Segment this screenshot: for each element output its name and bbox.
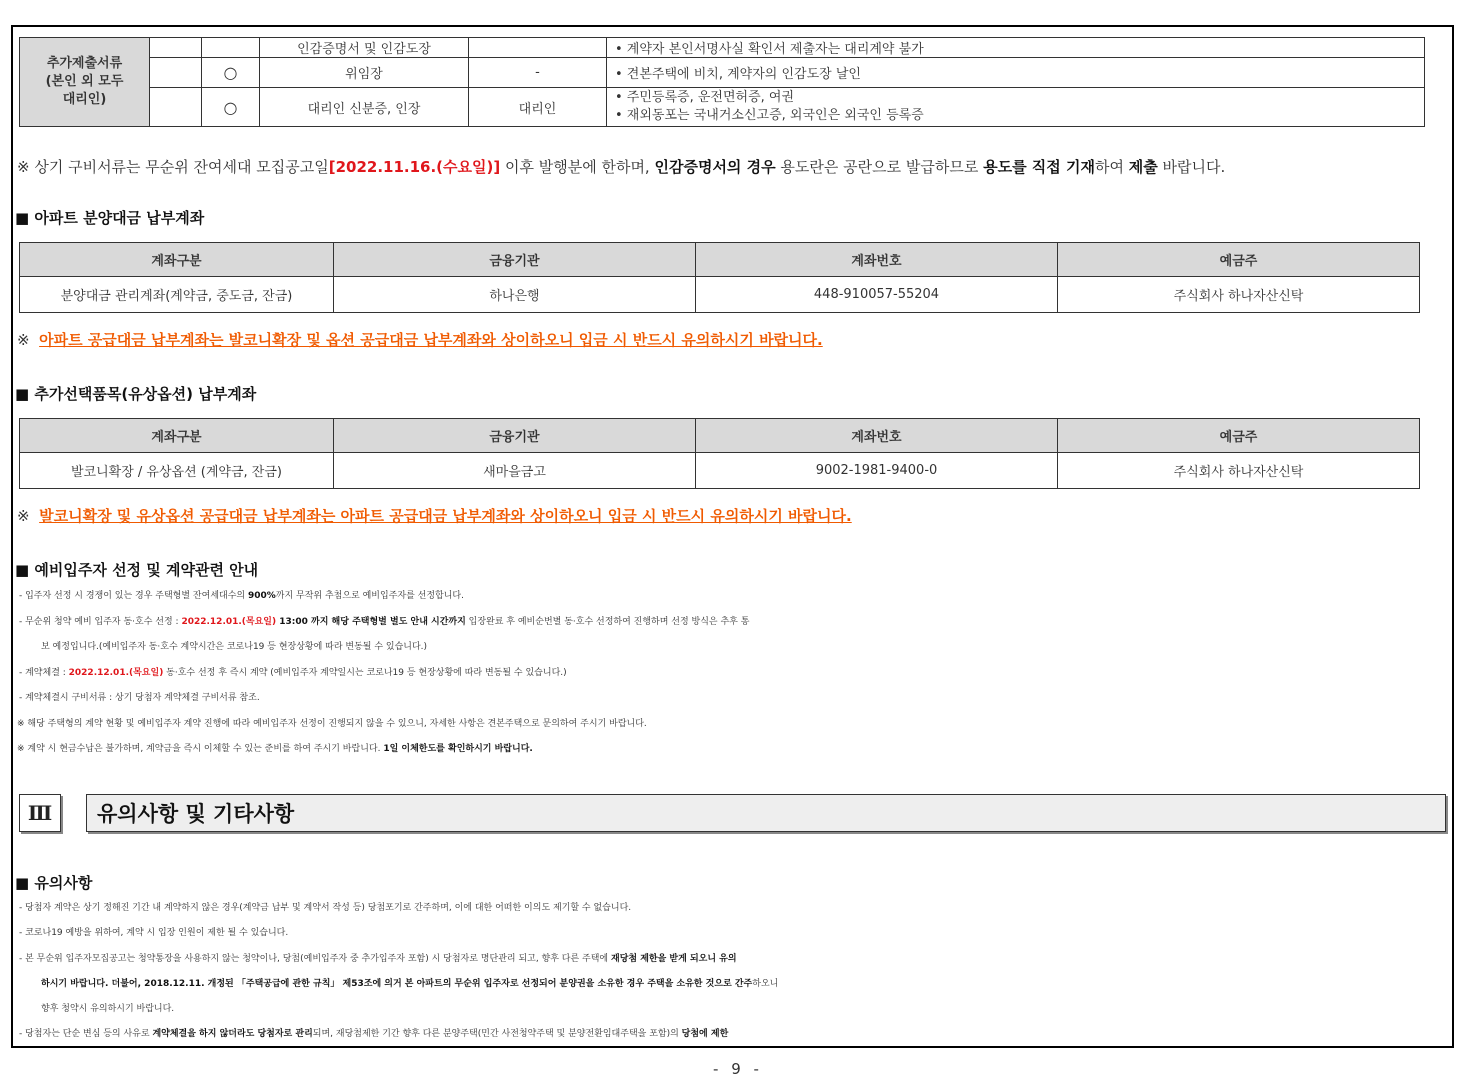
additional-docs-table bbox=[19, 37, 1425, 127]
notice-bold: 인감증명서의 경우 bbox=[654, 158, 776, 176]
docs-issuer: - bbox=[469, 58, 607, 88]
reserve-list bbox=[19, 584, 1454, 763]
list-item bbox=[17, 737, 1454, 763]
docs-mark: ○ bbox=[202, 88, 260, 127]
text: - 당첨자 계약은 상기 정해진 기간 내 계약하지 않은 경우(계약금 납부 및 계약서 작성 등) 당첨포기로 간주하며, 이에 대한 어떠한 이의도 제기할 수 없습니다. bbox=[19, 903, 632, 913]
list-item bbox=[19, 686, 1454, 712]
text: - 무순위 청약 예비 입주자 동·호수 선정 : bbox=[19, 616, 182, 627]
docs-note-line: • 재외동포는 국내거소신고증, 외국인은 외국인 등록증 bbox=[615, 108, 924, 123]
warning-mark: ※ bbox=[17, 507, 30, 525]
date-highlight: 2022.12.01.(목요일) bbox=[68, 667, 164, 678]
list-item bbox=[19, 610, 1454, 636]
notice-date: [2022.11.16.(수요일)] bbox=[328, 158, 501, 176]
docs-issuer bbox=[469, 38, 607, 58]
text: - 당첨자는 단순 변심 등의 사유로 bbox=[19, 1029, 153, 1040]
list-item bbox=[19, 1022, 1452, 1047]
text: ※ 계약 시 현금수납은 불가하며, 계약금을 즉시 이체할 수 있는 준비를 하여 주시기 바랍니다. bbox=[17, 744, 384, 754]
chapter-numeral: Ⅲ bbox=[27, 801, 53, 825]
list-item bbox=[19, 947, 1452, 972]
column-header: 예금주 bbox=[1058, 243, 1420, 277]
list-item bbox=[19, 661, 1454, 687]
bold-text: 900% bbox=[247, 591, 276, 601]
text: 보 예정입니다.(예비입주자 동·호수 계약시간은 코로나19 등 현장상황에 따라 변동될 수 있습니다.) bbox=[41, 642, 428, 652]
docs-note: • 견본주택에 비치, 계약자의 인감도장 날인 bbox=[607, 58, 1425, 88]
page-frame bbox=[11, 25, 1454, 1048]
table-cell: 주식회사 하나자산신탁 bbox=[1058, 277, 1420, 313]
warning-text: 아파트 공급대금 납부계좌는 발코니확장 및 옵션 공급대금 납부계좌와 상이하오니 입금 시 반드시 유의하시기 바랍니다. bbox=[39, 331, 823, 349]
warning-mark: ※ bbox=[17, 331, 30, 349]
cautions-title: ■ 유의사항 bbox=[15, 874, 93, 892]
notice-text: 용도란은 공란으로 발급하므로 bbox=[775, 158, 984, 176]
bold-text: 13:00 까지 해당 주택형별 별도 안내 시간까지 bbox=[276, 616, 466, 627]
page-number: - 9 - bbox=[713, 1060, 763, 1078]
column-header: 금융기관 bbox=[334, 243, 696, 277]
docs-note: • 계약자 본인서명사실 확인서 제출자는 대리계약 불가 bbox=[607, 38, 1425, 58]
text: - 계약체결시 구비서류 : 상기 당첨자 계약체결 구비서류 참조. bbox=[19, 693, 260, 703]
docs-name: 대리인 신분증, 인장 bbox=[260, 88, 469, 127]
text: 까지 무작위 추첨으로 예비입주자를 선정합니다. bbox=[275, 591, 464, 601]
docs-notice bbox=[17, 156, 1225, 177]
table-cell: 9002-1981-9400-0 bbox=[696, 453, 1058, 489]
chapter-title: 유의사항 및 기타사항 bbox=[97, 802, 295, 826]
text: - 코로나19 예방을 위하여, 계약 시 입장 인원이 제한 될 수 있습니다. bbox=[19, 928, 289, 939]
notice-text: 바랍니다. bbox=[1157, 158, 1226, 176]
notice-bold: 용도를 직접 기재 bbox=[983, 158, 1095, 176]
notice-text: ※ 상기 구비서류는 무순위 잔여세대 모집공고일 bbox=[17, 158, 329, 176]
column-header: 계좌번호 bbox=[696, 419, 1058, 453]
column-header: 계좌구분 bbox=[20, 243, 334, 277]
option-account-title: ■ 추가선택품목(유상옵션) 납부계좌 bbox=[15, 385, 257, 403]
docs-mark bbox=[202, 38, 260, 58]
column-header: 계좌구분 bbox=[20, 419, 334, 453]
list-item bbox=[19, 972, 1452, 997]
list-item bbox=[19, 896, 1452, 921]
apt-account-title: ■ 아파트 분양대금 납부계좌 bbox=[15, 209, 205, 227]
text: 하오니 bbox=[752, 978, 779, 989]
option-account-table bbox=[19, 418, 1420, 489]
text: ※ 해당 주택형의 계약 현황 및 예비입주자 계약 진행에 따라 예비입주자 선정이 진행되지 않을 수 있으니, 자세한 사항은 견본주택으로 문의하여 주시기 바랍니다. bbox=[17, 718, 647, 729]
table-cell bbox=[150, 88, 202, 127]
text: 향후 청약시 유의하시기 바랍니다. bbox=[41, 1004, 175, 1015]
reserve-title: ■ 예비입주자 선정 및 계약관련 안내 bbox=[15, 561, 259, 579]
chapter-title-box bbox=[86, 794, 1446, 832]
column-header: 예금주 bbox=[1058, 419, 1420, 453]
docs-mark: ○ bbox=[202, 58, 260, 88]
notice-text: 이후 발행분에 한하며, bbox=[500, 158, 655, 176]
chapter-numeral-box bbox=[19, 794, 61, 832]
table-cell bbox=[150, 38, 202, 58]
bold-text: 하시기 바랍니다. 더불어, 2018.12.11. 개정된 「주택공급에 관한 규칙」 제53조에 의거 본 아파트의 무순위 입주자로 선정되어 분양권을 소유한 경우 주택을 소유한 것으로 간주 bbox=[41, 978, 753, 989]
warning-text: 발코니확장 및 유상옵션 공급대금 납부계좌는 아파트 공급대금 납부계좌와 상이하오니 입금 시 반드시 유의하시기 바랍니다. bbox=[39, 507, 852, 525]
docs-issuer: 대리인 bbox=[469, 88, 607, 127]
text: 되며, 재당첨제한 기간 향후 다른 분양주택(민간 사전청약주택 및 분양전환임대주택을 포함)의 bbox=[312, 1029, 682, 1040]
docs-note bbox=[607, 88, 1425, 127]
text: 동·호수 선정 후 즉시 계약 (예비입주자 계약일시는 코로나19 등 현장상황에 따라 변동될 수 있습니다.) bbox=[163, 667, 567, 678]
list-item bbox=[19, 584, 1454, 610]
text: - 본 무순위 입주자모집공고는 청약통장을 사용하지 않는 청약이나, 당첨(예비입주자 중 추가입주자 포함) 시 당첨자로 명단관리 되고, 향후 다른 주택에 bbox=[19, 953, 611, 964]
column-header: 금융기관 bbox=[334, 419, 696, 453]
docs-note-line: • 주민등록증, 운전면허증, 여권 bbox=[615, 90, 795, 105]
notice-text: 하여 bbox=[1094, 158, 1129, 176]
apt-account-warning bbox=[17, 329, 823, 350]
text: - 입주자 선정 시 경쟁이 있는 경우 주택형별 잔여세대수의 bbox=[19, 591, 248, 601]
table-cell: 새마을금고 bbox=[334, 453, 696, 489]
text: 입장완료 후 예비순번별 동·호수 선정하여 진행하며 선정 방식은 추후 통 bbox=[465, 616, 750, 627]
list-item bbox=[19, 997, 1452, 1022]
table-cell: 분양대금 관리계좌(계약금, 중도금, 잔금) bbox=[20, 277, 334, 313]
table-cell: 발코니확장 / 유상옵션 (계약금, 잔금) bbox=[20, 453, 334, 489]
cautions-list bbox=[19, 896, 1452, 1048]
date-highlight: 2022.12.01.(목요일) bbox=[181, 616, 277, 627]
table-cell: 448-910057-55204 bbox=[696, 277, 1058, 313]
docs-name: 위임장 bbox=[260, 58, 469, 88]
bold-text: 당첨에 제한 bbox=[681, 1029, 729, 1040]
column-header: 계좌번호 bbox=[696, 243, 1058, 277]
table-cell: 하나은행 bbox=[334, 277, 696, 313]
text: - 계약체결 : bbox=[19, 667, 69, 678]
option-account-warning bbox=[17, 505, 852, 526]
table-cell: 주식회사 하나자산신탁 bbox=[1058, 453, 1420, 489]
docs-name: 인감증명서 및 인감도장 bbox=[260, 38, 469, 58]
table-cell bbox=[150, 58, 202, 88]
bold-text: 1일 이체한도를 확인하시기 바랍니다. bbox=[383, 744, 533, 754]
bold-text: 계약체결을 하지 않더라도 당첨자로 관리 bbox=[152, 1029, 313, 1040]
notice-bold: 제출 bbox=[1128, 158, 1158, 176]
list-item bbox=[17, 712, 1454, 738]
list-item bbox=[19, 635, 1454, 661]
apt-account-table bbox=[19, 242, 1420, 313]
bold-text: 재당첨 제한을 받게 되오니 유의 bbox=[611, 953, 737, 964]
docs-group-label: 추가제출서류 (본인 외 모두 대리인) bbox=[20, 38, 150, 127]
list-item bbox=[19, 921, 1452, 946]
